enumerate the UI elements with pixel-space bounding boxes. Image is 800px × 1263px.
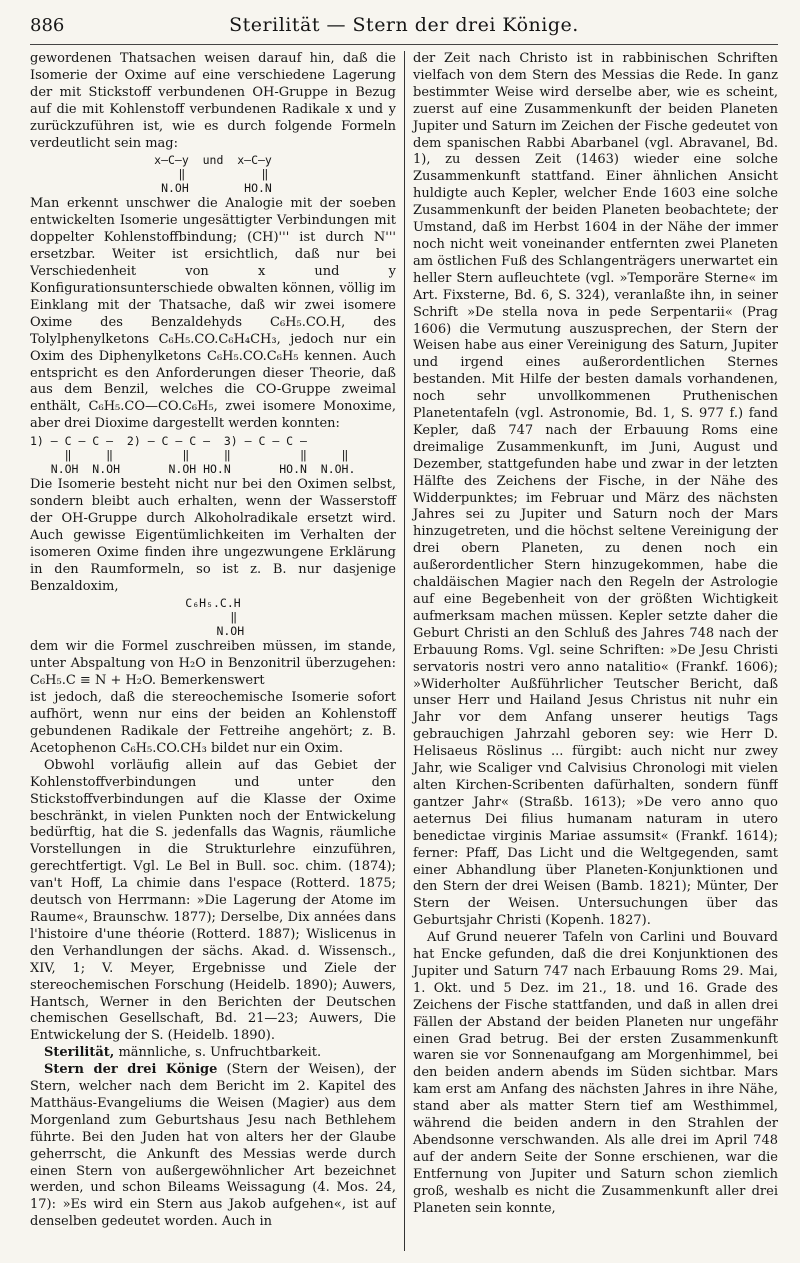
left-column <box>30 51 404 1251</box>
entry-sterilitaet <box>30 1045 396 1062</box>
paragraph: dem wir die Formel zuschreiben müssen, im stande, unter Abspaltung von H₂O in Benzonitril überzugehen: C₆H₅.C ≡ N + H₂O. Bemerkenswert <box>30 639 396 689</box>
page-number: 886 <box>30 15 65 36</box>
entry-text: (Stern der Weisen), der Stern, welcher nach dem Bericht im 2. Kapitel des Matthäus-Evangeliums die Weisen (Magier) aus dem Morgenland zum Geburtshaus Jesu nach Bethlehem führte. Bei den Juden hat von alters her der Glaube geherrscht, die Ankunft des Messias werde durch einen Stern von außergewöhnlicher Art bezeichnet werden, und schon Bileams Weissagung (4. Mos. 24, 17): »Es wird ein Stern aus Jakob aufgehen«, ist auf denselben gedeutet worden. Auch in <box>30 1062 396 1230</box>
paragraph: Man erkennt unschwer die Analogie mit der soeben entwickelten Isomerie ungesättigter Verbindungen mit doppelter Kohlenstoffbindung; (CH)''' ist durch N''' ersetzbar. Weiter ist ersichtlich, daß nur bei Verschiedenheit von x und y Konfigurationsunterschiede obwalten können, völlig im Einklang mit der Thatsache, daß wir zwei isomere Oxime des Benzaldehyds C₆H₅.CO.H, des Tolylphenylketons C₆H₅.CO.C₆H₄CH₃, jedoch nur ein Oxim des Diphenylketons C₆H₅.CO.C₆H₅ kennen. Auch entspricht es den Anforderungen dieser Theorie, daß aus dem Benzil, welches die CO-Gruppe zweimal enthält, C₆H₅.CO—CO.C₆H₅, zwei isomere Monoxime, aber drei Dioxime dargestellt werden konnten: <box>30 196 396 432</box>
formula-benzaldoxime: C₆H₅.C.H ‖ N.OH <box>185 596 245 639</box>
page-header <box>30 14 778 45</box>
formula-benzil-dioximes: 1) — C — C — 2) — C — C — 3) — C — C — ‖ ‖ ‖ ‖ ‖ ‖ N.OH N.OH N.OH HO.N HO.N N.OH. <box>30 434 356 477</box>
entry-text: männliche, s. Unfruchtbarkeit. <box>118 1045 322 1061</box>
text-columns <box>30 51 778 1251</box>
running-title: Sterilität — Stern der drei Könige. <box>229 14 579 36</box>
paragraph: der Zeit nach Christo ist in rabbinischen Schriften vielfach von dem Stern des Messias die Rede. In ganz bestimmter Weise wird derselbe aber, wie es scheint, zuerst auf eine Zusammenkunft der beiden Planeten Jupiter und Saturn im Zeichen der Fische gedeutet von dem spanischen Rabbi Abarbanel (vgl. Abravanel, Bd. 1), zu dessen Zeit (1463) wieder eine solche Zusammenkunft stattfand. Einer ähnlichen Ansicht huldigte auch Kepler, welcher Ende 1603 eine solche Zusammenkunft der beiden Planeten beobachtete; der Umstand, daß im Herbst 1604 in der Nähe der immer noch nicht weit voneinander entfernten zwei Planeten am östlichen Fuß des Schlangenträgers unerwartet ein heller Stern aufleuchtete (vgl. »Temporäre Sterne« im Art. Fixsterne, Bd. 6, S. 324), veranlaßte ihn, in seiner Schrift »De stella nova in pede Serpentarii« (Prag 1606) die Vermutung auszusprechen, der Stern der Weisen habe aus einer Vereinigung des Saturn, Jupiter und irgend eines außerordentlichen Sternes bestanden. Mit Hilfe der besten damals vorhandenen, noch sehr unvollkommenen Pruthenischen Planetentafeln (vgl. Astronomie, Bd. 1, S. 977 f.) fand Kepler, daß 747 nach der Erbauung Roms eine dreimalige Zusammenkunft, im Juni, August und Dezember, stattgefunden habe und zwar in der letzten Hälfte des Zeichens der Fische, in der Nähe des Widderpunktes; im Februar und März des nächsten Jahres sei zu Jupiter und Saturn noch der Mars hinzugetreten, und die höchst seltene Vereinigung der drei obern Planeten, zu denen noch ein außerordentlicher Stern hinzugekommen, habe die chaldäischen Magier nach den Regeln der Astrologie auf eine Begebenheit von der größten Wichtigkeit aufmerksam machen müssen. Kepler setzte daher die Geburt Christi an den Schluß des Jahres 748 nach der Erbauung Roms. Vgl. seine Schriften: »De Jesu Christi servatoris nostri vero anno natalitio« (Frankf. 1606); »Widerholter Außführlicher Teutscher Bericht, daß unser Herr und Hailand Jesus Christus nit nuhr ein Jahr vor dem Anfang unserer heutigs Tags gebrauchigen Jahrzahl geboren sey: wie Herr D. Helisaeus Röslinus ... fürgibt: auch nicht nur zwey Jahr, wie Scaliger vnd Calvisius Chronologi mit vielen alten Kirchen-Scribenten dafürhalten, sondern fünff gantzer Jahr« (Straßb. 1613); »De vero anno quo aeternus Dei filius humanam naturam in utero benedictae virginis Mariae assumsit« (Frankf. 1614); ferner: Pfaff, Das Licht und die Weltgegenden, samt einer Abhandlung über Planeten-Konjunktionen und den Stern der drei Weisen (Bamb. 1821); Münter, Der Stern der Weisen. Untersuchungen über das Geburtsjahr Christi (Kopenh. 1827). <box>413 51 778 929</box>
entry-headword: Stern der drei Könige <box>44 1062 218 1078</box>
formula-oxime-isomers: x—C—y und x—C—y ‖ ‖ N.OH HO.N <box>154 153 272 196</box>
paragraph: gewordenen Thatsachen weisen darauf hin, daß die Isomerie der Oxime auf eine verschiedene Lagerung der mit Stickstoff verbundenen OH-Gruppe in Bezug auf die mit Kohlenstoff verbundenen Radikale x und y zurückzuführen ist, wie es durch folgende Formeln verdeutlicht sein mag: <box>30 51 396 151</box>
paragraph: Die Isomerie besteht nicht nur bei den Oximen selbst, sondern bleibt auch erhalten, wenn der Wasserstoff der OH-Gruppe durch Alkoholradikale ersetzt wird. Auch gewisse Eigentümlichkeiten im Verhalten der isomeren Oxime finden ihre ungezwungene Erklärung in den Raumformeln, so ist z. B. nur dasjenige Benzaldoxim, <box>30 477 396 594</box>
paragraph: Obwohl vorläufig allein auf das Gebiet der Kohlenstoffverbindungen und unter den Stickstoffverbindungen auf die Klasse der Oxime beschränkt, in vielen Punkten noch der Entwickelung bedürftig, hat die S. jedenfalls das Wagnis, räumliche Vorstellungen in die Strukturlehre einzuführen, gerechtfertigt. Vgl. Le Bel in Bull. soc. chim. (1874); van't Hoff, La chimie dans l'espace (Rotterd. 1875; deutsch von Herrmann: »Die Lagerung der Atome im Raume«, Braunschw. 1877); Derselbe, Dix années dans l'histoire d'une théorie (Rotterd. 1887); Wislicenus in den Verhandlungen der sächs. Akad. d. Wissensch., XIV, 1; V. Meyer, Ergebnisse und Ziele der stereochemischen Forschung (Heidelb. 1890); Auwers, Hantsch, Werner in den Berichten der Deutschen chemischen Gesellschaft, Bd. 21—23; Auwers, Die Entwickelung der S. (Heidelb. 1890). <box>30 757 396 1044</box>
entry-headword: Sterilität, <box>44 1045 115 1061</box>
entry-stern-der-drei-koenige <box>30 1062 396 1231</box>
right-column <box>404 51 778 1251</box>
paragraph: Auf Grund neuerer Tafeln von Carlini und Bouvard hat Encke gefunden, daß die drei Konjunktionen des Jupiter und Saturn 747 nach Erbauung Roms 29. Mai, 1. Okt. und 5 Dez. im 21., 18. und 16. Grade des Zeichens der Fische stattfanden, und daß in allen drei Fällen der Abstand der beiden Planeten nur ungefähr einen Grad betrug. Bei der ersten Zusammenkunft waren sie vor Sonnenaufgang am Morgenhimmel, bei den beiden andern abends im Süden sichtbar. Mars kam erst am Anfang des nächsten Jahres in ihre Nähe, stand aber als matter Stern tief am Westhimmel, während die beiden andern in den Strahlen der Abendsonne verschwanden. Als alle drei im April 748 auf der andern Seite der Sonne erschienen, war die Entfernung von Jupiter und Saturn schon ziemlich groß, weshalb es nicht die Zusammenkunft aller drei Planeten sein konnte, <box>413 930 778 1216</box>
paragraph: ist jedoch, daß die stereochemische Isomerie sofort aufhört, wenn nur eins der beiden an Kohlenstoff gebundenen Radikale der Fettreihe angehört; z. B. Acetophenon C₆H₅.CO.CH₃ bildet nur ein Oxim. <box>30 690 396 756</box>
